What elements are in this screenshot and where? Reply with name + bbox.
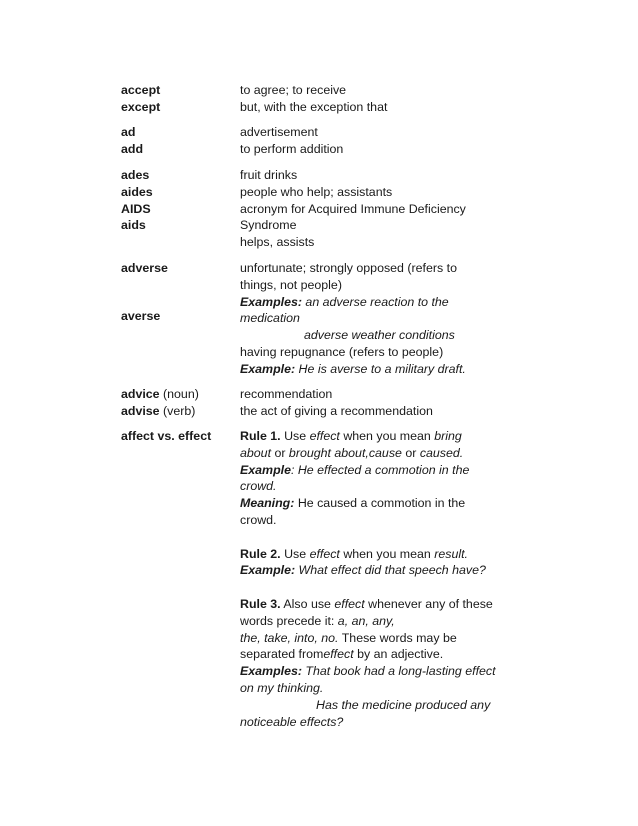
- rule-3-line: [240, 646, 530, 663]
- term-block-advice: [121, 386, 199, 420]
- rule-1-line: [240, 428, 530, 445]
- rule-text: when you mean: [339, 429, 435, 443]
- term: aides: [121, 184, 153, 199]
- term: ades: [121, 168, 150, 182]
- definition-block-accept: [240, 82, 530, 116]
- term: accept: [121, 83, 161, 97]
- example-line: [240, 361, 530, 378]
- rule-text: when you mean: [339, 546, 435, 561]
- example-text: : He effected a commotion in the: [290, 462, 470, 477]
- definition: to perform addition: [240, 141, 344, 156]
- example-text: medication: [240, 311, 300, 326]
- rule-text: by an adjective.: [353, 647, 444, 662]
- definition: but, with the exception that: [240, 99, 388, 114]
- example-text: adverse weather conditions: [304, 328, 455, 343]
- term: adverse: [121, 261, 168, 275]
- rule-text: caused.: [419, 445, 464, 460]
- rule-text: bring: [434, 429, 462, 443]
- example-label: Example:: [240, 361, 296, 376]
- meaning-text: crowd.: [240, 512, 277, 527]
- rule-text: result.: [434, 546, 468, 561]
- term-word: advice: [121, 387, 160, 401]
- definition: Syndrome: [240, 218, 297, 233]
- rule-text: brought about,cause: [288, 445, 402, 460]
- term-block-ades: [121, 167, 153, 234]
- rule-1-line: [240, 445, 530, 462]
- rule-text: words precede it:: [240, 613, 338, 628]
- definition-block-ad: [240, 124, 530, 158]
- definition-block-ades: [240, 167, 530, 251]
- rule-text: effect: [323, 647, 354, 662]
- example-text: What effect did that speech have?: [295, 563, 486, 578]
- meaning-text: He caused a commotion in the: [294, 496, 466, 511]
- definition: things, not people): [240, 277, 342, 292]
- rule-text: separated from: [240, 647, 324, 662]
- term: add: [121, 141, 144, 156]
- rule-text: effect: [334, 596, 365, 611]
- term-block-ad: [121, 124, 143, 158]
- definition: unfortunate; strongly opposed (refers to: [240, 261, 457, 275]
- rule-text: These words may be: [338, 630, 457, 645]
- definition: having repugnance (refers to people): [240, 344, 444, 359]
- rule-3-line: [240, 613, 530, 630]
- rule-text: or: [401, 445, 420, 460]
- term-adverse: [121, 260, 168, 277]
- definition: advertisement: [240, 125, 318, 139]
- definition-block-affect-effect: [240, 428, 530, 730]
- rule-text: or: [271, 445, 289, 460]
- example-text: Has the medicine produced any: [316, 697, 491, 712]
- definition: helps, assists: [240, 235, 315, 250]
- rule-text: whenever any of these: [364, 596, 493, 611]
- term-affect-vs-effect: [121, 428, 211, 445]
- definition: to agree; to receive: [240, 83, 347, 97]
- rule-text: Use: [280, 546, 310, 561]
- rule-3-line: [240, 596, 530, 613]
- term-averse: [121, 308, 160, 325]
- definition: fruit drinks: [240, 168, 298, 182]
- example-line: [240, 562, 530, 579]
- rule-text: the, take, into, no.: [240, 630, 339, 645]
- example-text: an adverse reaction to the: [301, 294, 449, 309]
- example-text: That book had a long-lasting effect: [301, 664, 496, 679]
- part-of-speech: (verb): [159, 403, 196, 418]
- example-text: on my thinking.: [240, 680, 324, 695]
- term: aids: [121, 218, 146, 233]
- spacer: [240, 579, 530, 596]
- example-text: crowd.: [240, 479, 277, 494]
- example-label: Example: [240, 462, 291, 477]
- definition-block-advice: [240, 386, 530, 420]
- rule-text: Also use: [280, 596, 335, 611]
- term: ad: [121, 125, 136, 139]
- example-line: [240, 294, 530, 311]
- rule-label: Rule 1.: [240, 429, 281, 443]
- rule-3-line: [240, 630, 530, 647]
- definition: acronym for Acquired Immune Deficiency: [240, 201, 466, 216]
- rule-text: effect: [309, 429, 340, 443]
- meaning-line: [240, 495, 530, 512]
- term: except: [121, 99, 161, 114]
- term: [121, 403, 199, 420]
- definition: people who help; assistants: [240, 184, 393, 199]
- term-word: advise: [121, 403, 160, 418]
- rule-text: Use: [280, 429, 310, 443]
- part-of-speech: (noun): [159, 387, 199, 401]
- rule-text: a, an, any,: [337, 613, 395, 628]
- rule-2-line: [240, 546, 530, 563]
- example-text: He is averse to a military draft.: [295, 361, 466, 376]
- definition-block-adverse: [240, 260, 530, 378]
- rule-text: effect: [309, 546, 340, 561]
- spacer: [240, 529, 530, 546]
- definition: the act of giving a recommendation: [240, 403, 433, 418]
- example-line: [240, 663, 530, 680]
- term: AIDS: [121, 201, 151, 216]
- meaning-label: Meaning:: [240, 496, 295, 511]
- definition: recommendation: [240, 387, 333, 401]
- rule-text: about: [240, 445, 272, 460]
- term-block-accept: [121, 82, 160, 116]
- example-label: Examples:: [240, 294, 302, 309]
- rule-label: Rule 2.: [240, 546, 281, 561]
- term: affect vs. effect: [121, 429, 212, 443]
- rule-label: Rule 3.: [240, 596, 281, 611]
- term: averse: [121, 309, 161, 323]
- example-label: Example:: [240, 563, 296, 578]
- example-text: noticeable effects?: [240, 714, 344, 729]
- example-line: [240, 462, 530, 479]
- term: [121, 386, 199, 403]
- example-label: Examples:: [240, 664, 302, 679]
